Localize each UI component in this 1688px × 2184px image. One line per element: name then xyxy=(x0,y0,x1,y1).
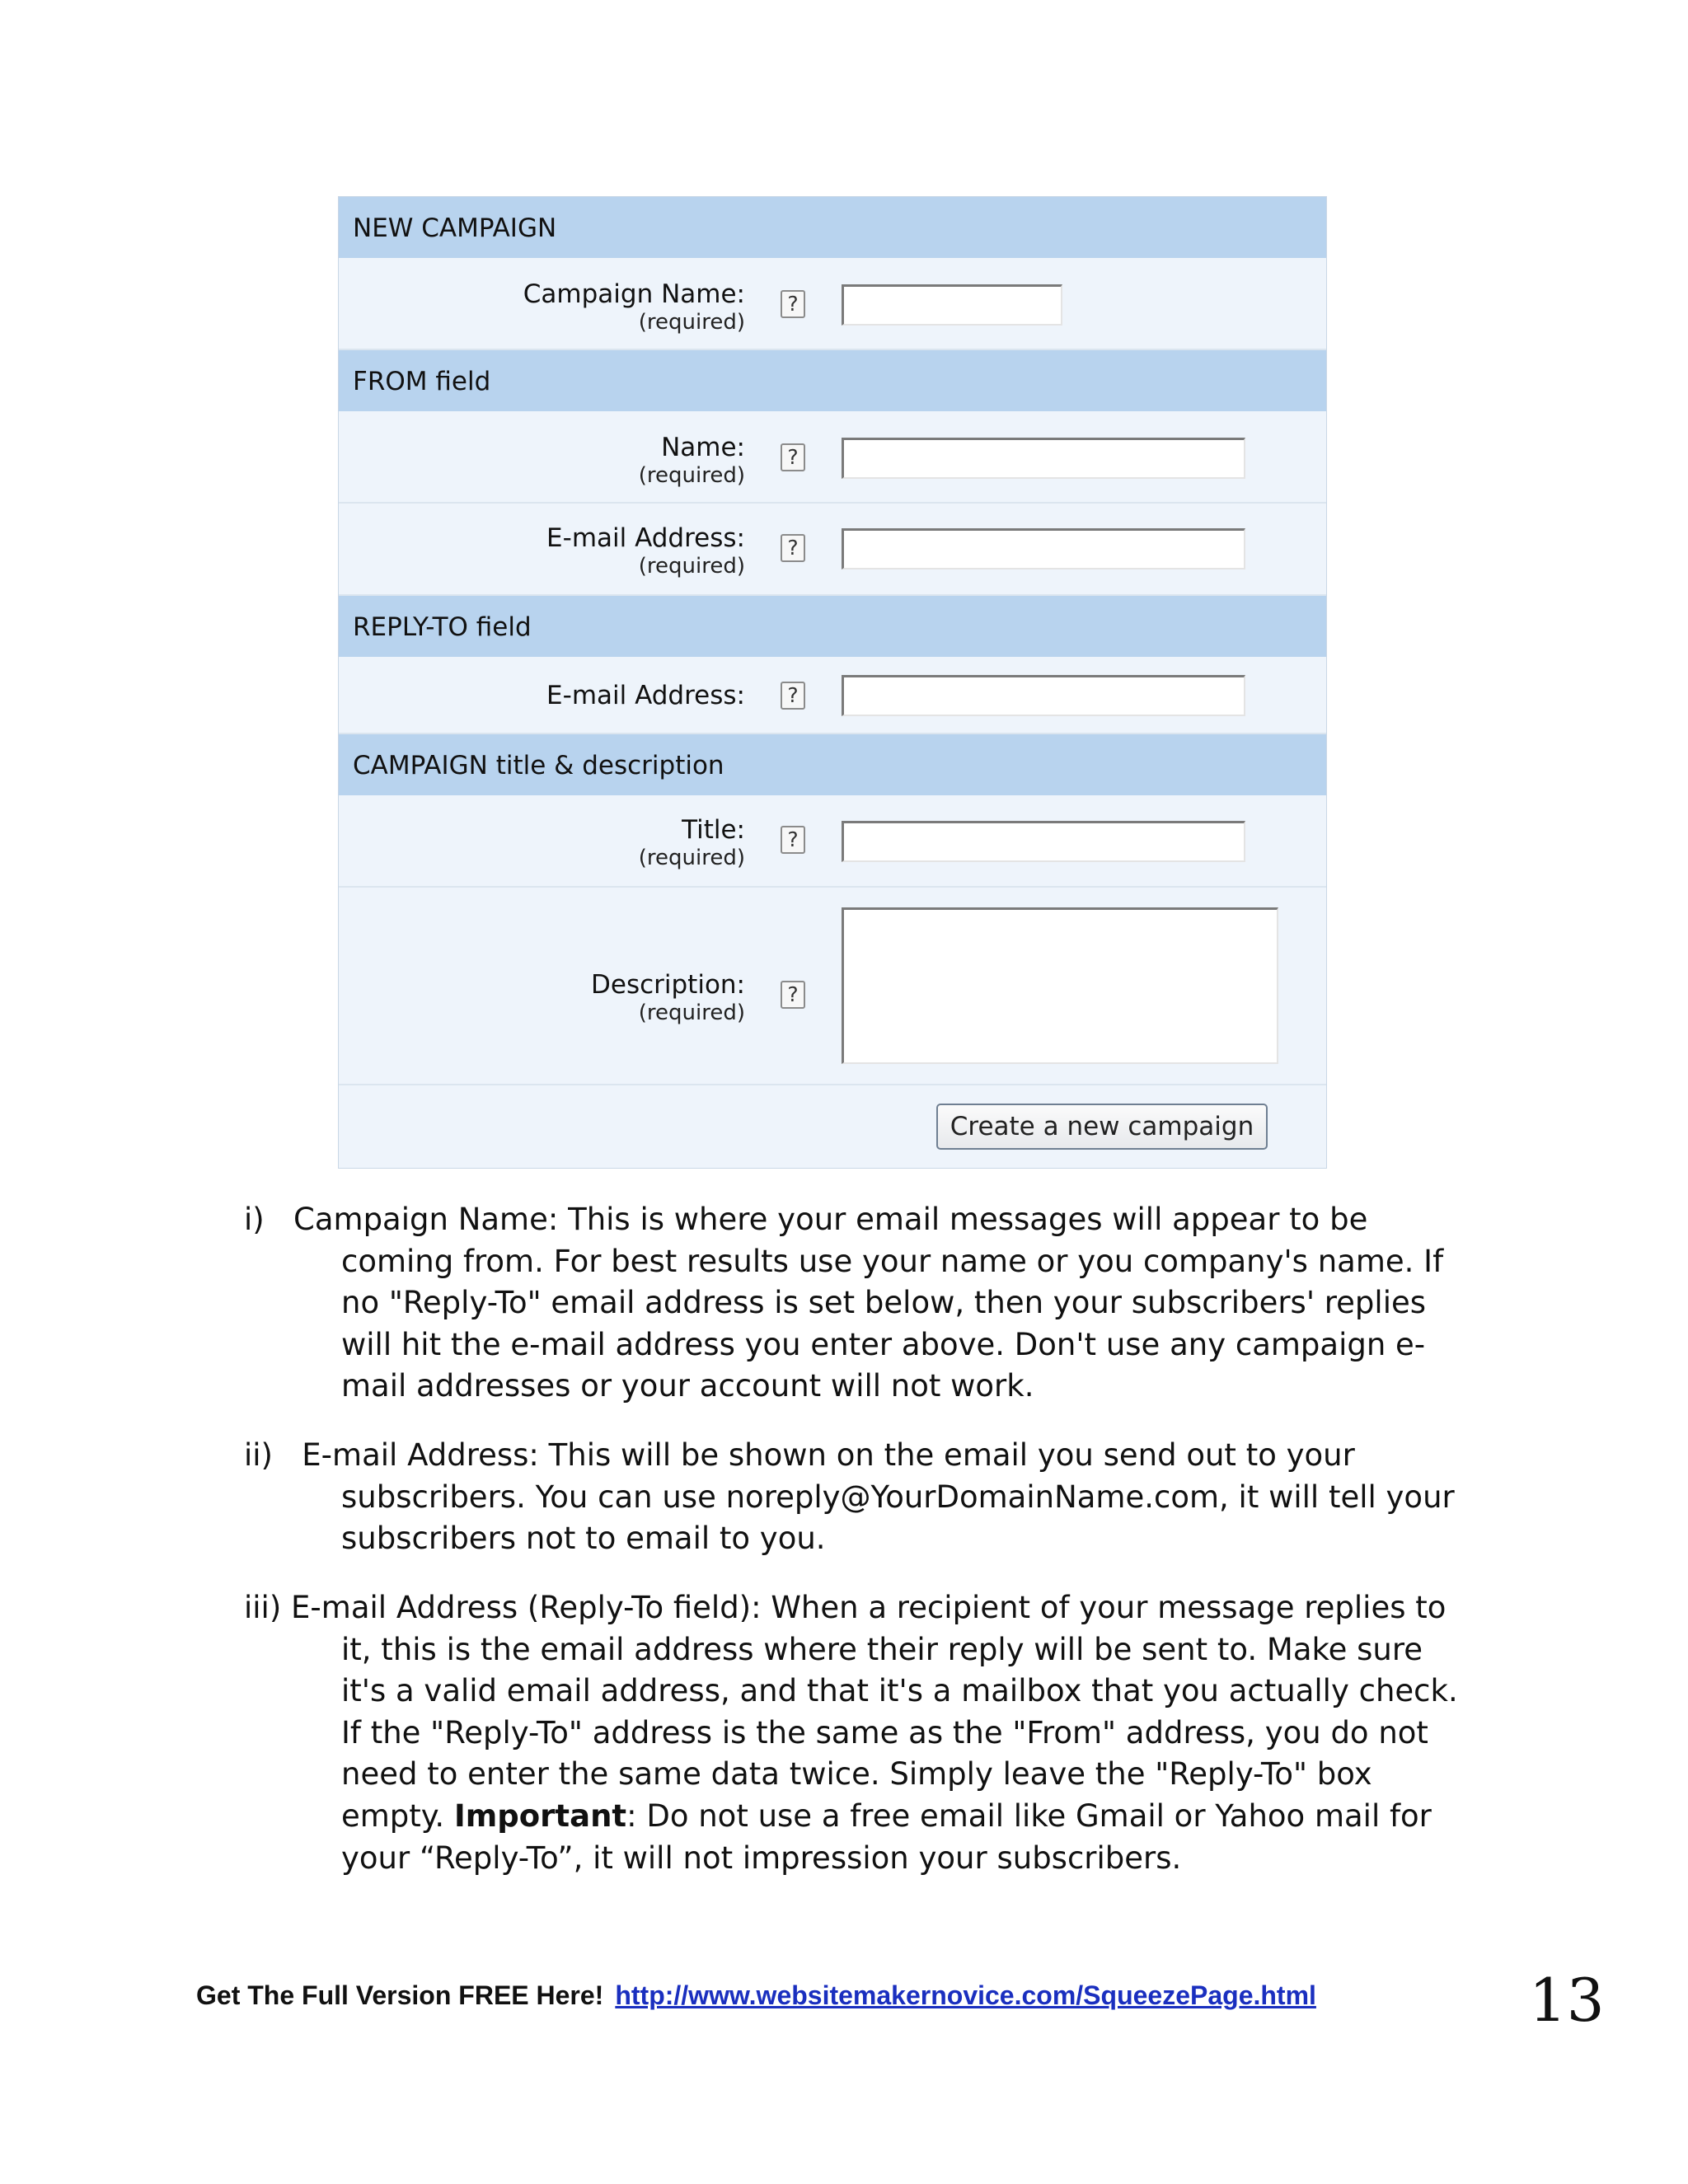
campaign-name-row xyxy=(339,258,1326,350)
list-marker: i) xyxy=(244,1202,265,1237)
title-input[interactable] xyxy=(842,821,1245,862)
text-line: your “Reply-To”, it will not impression your subscribers. xyxy=(341,1840,1182,1876)
from-name-label xyxy=(639,433,745,489)
list-item-first-line xyxy=(244,1587,1456,1629)
text-line: subscribers not to email to you. xyxy=(341,1521,826,1557)
description-label-text: Description: xyxy=(591,970,745,1000)
text-line: it, this is the email address where their reply will be sent to. Make sure xyxy=(341,1631,1423,1667)
text-line: mail addresses or your account will not work. xyxy=(341,1368,1034,1404)
campaign-name-input[interactable] xyxy=(842,284,1062,326)
help-icon[interactable]: ? xyxy=(781,826,805,854)
text-line: E-mail Address (Reply-To field): When a recipient of your message replies to xyxy=(291,1590,1447,1625)
campaign-name-label-text: Campaign Name: xyxy=(523,279,745,309)
section-header-from: FROM field xyxy=(339,350,1326,411)
text-line: Campaign Name: This is where your email messages will appear to be xyxy=(293,1202,1368,1237)
required-note: (required) xyxy=(638,554,745,579)
text-line: will hit the e-mail address you enter above. Don't use any campaign e- xyxy=(341,1326,1426,1362)
text-line: If the "Reply-To" address is the same as the "From" address, you do not xyxy=(341,1714,1428,1750)
title-label-text: Title: xyxy=(682,815,745,845)
new-campaign-form xyxy=(338,196,1327,1169)
list-marker: ii) xyxy=(244,1437,273,1473)
description-label xyxy=(591,970,745,1026)
from-name-row xyxy=(339,411,1326,504)
footer xyxy=(196,1980,1316,2011)
section-header-new-campaign: NEW CAMPAIGN xyxy=(339,197,1326,258)
section-header-title-description: CAMPAIGN title & description xyxy=(339,734,1326,795)
required-note: (required) xyxy=(638,463,745,488)
page-number: 13 xyxy=(1529,1966,1605,2035)
list-item xyxy=(244,1435,1456,1560)
help-icon[interactable]: ? xyxy=(781,443,805,471)
list-marker: iii) xyxy=(244,1590,282,1625)
title-row xyxy=(339,795,1326,888)
text-line: it's a valid email address, and that it's a mailbox that you actually check. xyxy=(341,1673,1458,1709)
footer-link[interactable]: http://www.websitemakernovice.com/SqueezePage.html xyxy=(615,1980,1316,2010)
list-item-first-line xyxy=(244,1435,1456,1477)
reply-email-row xyxy=(339,657,1326,734)
campaign-name-label xyxy=(523,279,745,335)
from-name-label-text: Name: xyxy=(661,433,745,462)
required-note: (required) xyxy=(638,1001,745,1025)
required-note: (required) xyxy=(638,310,745,335)
from-name-input[interactable] xyxy=(842,438,1245,479)
reply-email-label-text: E-mail Address: xyxy=(546,681,745,710)
footer-text: Get The Full Version FREE Here! xyxy=(196,1980,604,2010)
reply-email-input[interactable] xyxy=(842,675,1245,716)
help-icon[interactable]: ? xyxy=(781,290,805,318)
text-line: no "Reply-To" email address is set below, then your subscribers' replies xyxy=(341,1285,1427,1321)
list-item xyxy=(244,1199,1456,1408)
from-email-label-text: E-mail Address: xyxy=(546,523,745,553)
help-icon[interactable]: ? xyxy=(781,534,805,562)
from-email-input[interactable] xyxy=(842,528,1245,569)
text-fragment: empty. xyxy=(341,1797,454,1834)
reply-email-label xyxy=(546,681,745,710)
text-line: E-mail Address: This will be shown on the email you send out to your xyxy=(302,1437,1355,1473)
section-header-reply-to: REPLY-TO field xyxy=(339,596,1326,657)
required-note: (required) xyxy=(638,846,745,870)
description-row xyxy=(339,888,1326,1085)
text-fragment: : Do not use a free email like Gmail or Yahoo mail for xyxy=(626,1797,1432,1834)
list-item-first-line xyxy=(244,1199,1456,1241)
text-line: need to enter the same data twice. Simply leave the "Reply-To" box xyxy=(341,1756,1372,1793)
description-textarea[interactable] xyxy=(842,907,1278,1064)
text-line: subscribers. You can use noreply@YourDomainName.com, it will tell your xyxy=(341,1479,1455,1515)
help-icon[interactable]: ? xyxy=(781,981,805,1009)
create-campaign-button[interactable]: Create a new campaign xyxy=(936,1104,1268,1150)
text-line xyxy=(244,1796,1456,1838)
title-label xyxy=(639,815,745,871)
from-email-row xyxy=(339,504,1326,596)
important-label: Important xyxy=(453,1797,627,1834)
list-item xyxy=(244,1587,1456,1879)
from-email-label xyxy=(546,523,745,579)
help-icon[interactable]: ? xyxy=(781,682,805,710)
text-line: coming from. For best results use your name or you company's name. If xyxy=(341,1243,1444,1279)
